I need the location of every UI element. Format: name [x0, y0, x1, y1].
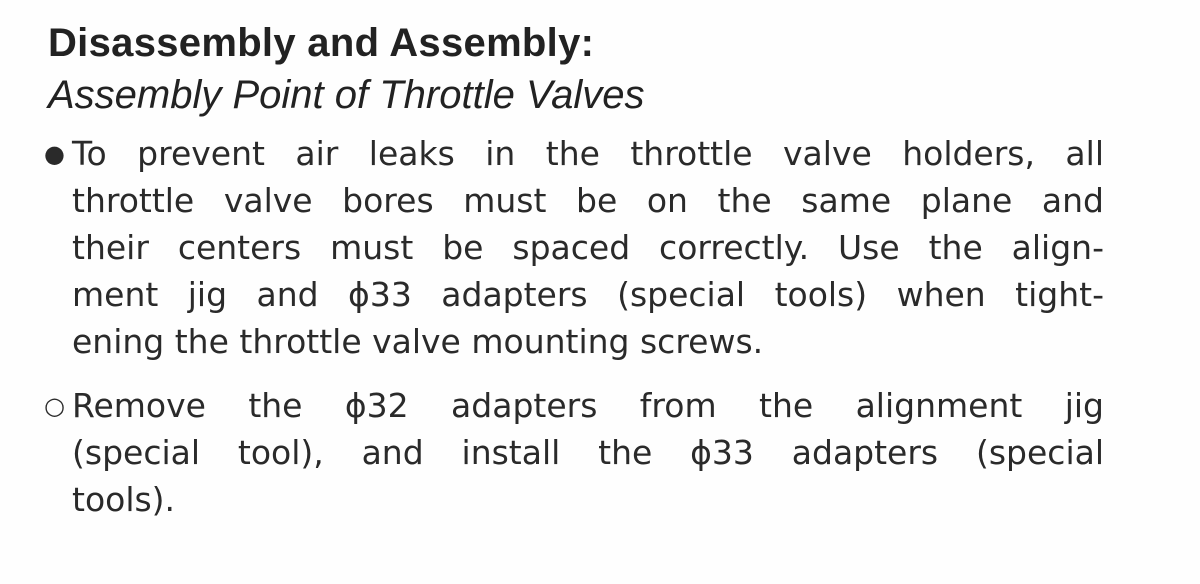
item-line: (special tool), and install the ϕ33 adapters (special — [72, 433, 1104, 472]
item-line: throttle valve bores must be on the same plane and — [72, 181, 1104, 220]
bullet-item-air-leaks — [44, 130, 1104, 365]
bullet-item-remove-adapters — [44, 382, 1104, 523]
item-line — [44, 382, 1104, 429]
filled-bullet-icon: ● — [44, 140, 65, 168]
item-text: Remove the ϕ32 adapters from the alignment jig — [72, 386, 1104, 425]
hollow-bullet-icon: ○ — [44, 392, 65, 420]
item-line: tools). — [72, 480, 176, 519]
section-subheading: Assembly Point of Throttle Valves — [48, 73, 645, 117]
item-line: ening the throttle valve mounting screws. — [72, 322, 764, 361]
item-line — [44, 130, 1104, 177]
section-heading: Disassembly and Assembly: — [48, 21, 595, 65]
item-line: their centers must be spaced correctly. Use the align- — [72, 228, 1104, 267]
item-text: To prevent air leaks in the throttle valve holders, all — [72, 134, 1104, 173]
item-line: ment jig and ϕ33 adapters (special tools) when tight- — [72, 275, 1104, 314]
